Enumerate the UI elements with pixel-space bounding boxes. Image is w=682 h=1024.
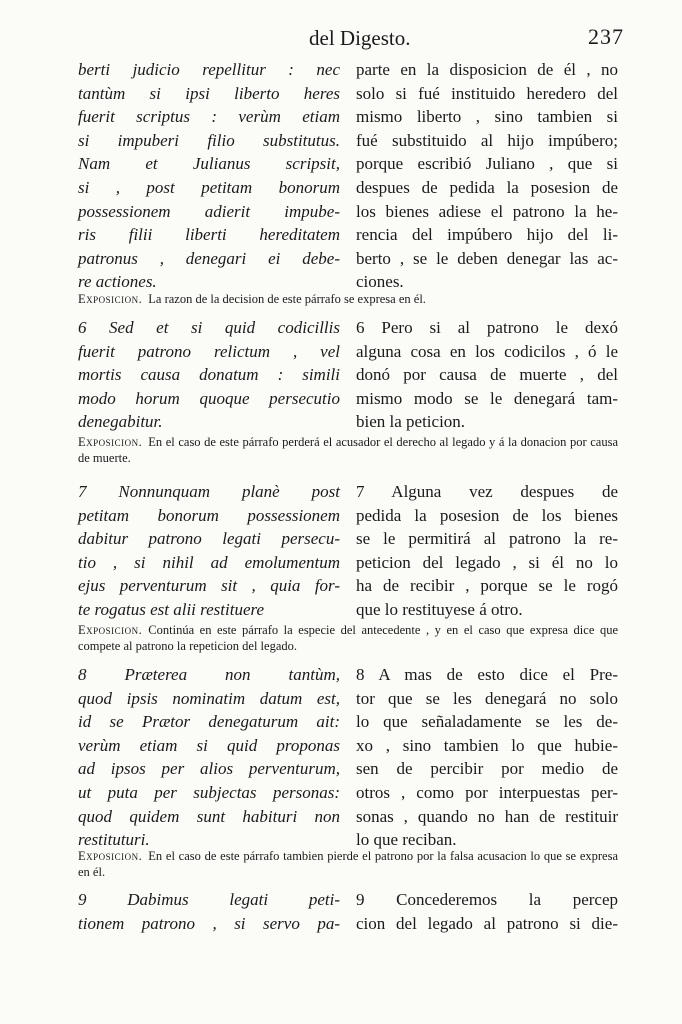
spanish-line: mismo liberto , sino tambien si: [356, 107, 618, 127]
page-number: 237: [588, 24, 624, 49]
latin-line: id se Prætor denegaturum ait:: [78, 712, 340, 732]
latin-line: fuerit scriptus : verùm etiam: [78, 107, 340, 127]
exposicion-text: Continúa en este párrafo la especie del antecedente , y en el caso que expresa dice que compete al patrono la repeticion del legado.: [78, 623, 618, 653]
exposicion-note: [78, 622, 618, 654]
spanish-line: fué substituido al hijo impúbero;: [356, 130, 618, 150]
running-title: del Digesto.: [309, 26, 411, 50]
latin-line: si impuberi filio substitutus.: [78, 130, 340, 150]
latin-line: ris filii liberti hereditatem: [78, 225, 340, 245]
spanish-line: solo si fué instituido heredero del: [356, 83, 618, 103]
spanish-line: donó por causa de muerte , del: [356, 365, 618, 385]
spanish-line: mismo modo se le denegará tam-: [356, 388, 618, 408]
latin-line: Nam et Julianus scripsit,: [78, 154, 340, 174]
spanish-line: los bienes adiese el patrono la he-: [356, 201, 618, 221]
latin-line: tionem patrono , si servo pa-: [78, 913, 340, 933]
page-header: [0, 24, 682, 52]
spanish-line: parte en la disposicion de él , no: [356, 60, 618, 79]
exposicion-note: [78, 291, 618, 307]
spanish-line: sen de percibir por medio de: [356, 759, 618, 779]
spanish-line: 6 Pero si al patrono le dexó: [356, 318, 618, 337]
latin-line: tantùm si ipsi liberto heres: [78, 83, 340, 103]
latin-line: tio , si nihil ad emolumentum: [78, 552, 340, 572]
spanish-line: lo que señaladamente se les de-: [356, 712, 618, 732]
exposicion-label: Exposicion.: [78, 292, 143, 306]
spanish-line: lo que reciban.: [356, 830, 457, 850]
latin-line: verùm etiam si quid proponas: [78, 735, 340, 755]
latin-column: [78, 480, 340, 622]
spanish-column: [356, 888, 618, 935]
spanish-line: sonas , quando no han de restituir: [356, 806, 618, 826]
spanish-line: que lo restituyese á otro.: [356, 599, 523, 619]
exposicion-text: En el caso de este párrafo perderá el acusador el derecho al legado y á la donacion por causa de muerte.: [78, 435, 618, 465]
latin-line: si , post petitam bonorum: [78, 177, 340, 197]
exposicion-label: Exposicion.: [78, 623, 143, 637]
latin-line: ut puta per subjectas personas:: [78, 782, 340, 802]
latin-line: dabitur patrono legati persecu-: [78, 529, 340, 549]
latin-line: 7 Nonnunquam planè post: [78, 482, 340, 501]
latin-line: patronus , denegari ei debe-: [78, 248, 340, 268]
spanish-line: pedida la posesion de los bienes: [356, 505, 618, 525]
spanish-line: rencia del impúbero hijo del li-: [356, 225, 618, 245]
spanish-line: 9 Concederemos la percep: [356, 890, 618, 909]
spanish-column: [356, 58, 618, 294]
latin-line: modo horum quoque persecutio: [78, 388, 340, 408]
latin-line: te rogatus est alii restituere: [78, 599, 265, 619]
spanish-line: alguna cosa en los codicilos , ó le: [356, 341, 618, 361]
spanish-line: se le permitirá al patrono la re-: [356, 529, 618, 549]
spanish-line: ha de recibir , porque se le rogó: [356, 576, 618, 596]
latin-column: [78, 316, 340, 434]
spanish-line: tor que se les denegará no solo: [356, 688, 618, 708]
latin-line: denegabitur.: [78, 412, 163, 432]
latin-column: [78, 663, 340, 852]
latin-line: possessionem adierit impube-: [78, 201, 340, 221]
spanish-line: 8 A mas de esto dice el Pre-: [356, 665, 618, 684]
latin-column: [78, 888, 340, 935]
latin-line: quod quidem sunt habituri non: [78, 806, 340, 826]
exposicion-note: [78, 434, 618, 466]
latin-line: mortis causa donatum : simili: [78, 365, 340, 385]
spanish-line: ciones.: [356, 272, 404, 292]
spanish-column: [356, 663, 618, 852]
spanish-line: otros , como por interpuestas per-: [356, 782, 618, 802]
latin-line: berti judicio repellitur : nec: [78, 60, 340, 79]
latin-line: 6 Sed et si quid codicillis: [78, 318, 340, 337]
spanish-column: [356, 480, 618, 622]
exposicion-label: Exposicion.: [78, 849, 143, 863]
latin-line: fuerit patrono relictum , vel: [78, 341, 340, 361]
latin-line: petitam bonorum possessionem: [78, 505, 340, 525]
latin-line: ejus perventurum sit , quia for-: [78, 576, 340, 596]
exposicion-label: Exposicion.: [78, 435, 143, 449]
latin-line: restituturi.: [78, 830, 150, 850]
exposicion-text: En el caso de este párrafo tambien pierde el patrono por la falsa acusacion lo que se expresa en él.: [78, 849, 618, 879]
spanish-line: peticion del legado , si él no lo: [356, 552, 618, 572]
spanish-line: cion del legado al patrono si die-: [356, 913, 618, 933]
latin-column: [78, 58, 340, 294]
latin-line: ad ipsos per alios perventurum,: [78, 759, 340, 779]
spanish-line: despues de pedida la posesion de: [356, 177, 618, 197]
spanish-column: [356, 316, 618, 434]
spanish-line: xo , sino tambien lo que hubie-: [356, 735, 618, 755]
spanish-line: berto , se le deben denegar las ac-: [356, 248, 618, 268]
spanish-line: bien la peticion.: [356, 412, 466, 432]
latin-line: 8 Præterea non tantùm,: [78, 665, 340, 684]
exposicion-note: [78, 848, 618, 880]
latin-line: quod ipsis nominatim datum est,: [78, 688, 340, 708]
exposicion-text: La razon de la decision de este párrafo se expresa en él.: [148, 292, 426, 306]
latin-line: 9 Dabimus legati peti-: [78, 890, 340, 909]
spanish-line: 7 Alguna vez despues de: [356, 482, 618, 501]
spanish-line: porque escribió Juliano , que si: [356, 154, 618, 174]
latin-line: re actiones.: [78, 272, 157, 292]
